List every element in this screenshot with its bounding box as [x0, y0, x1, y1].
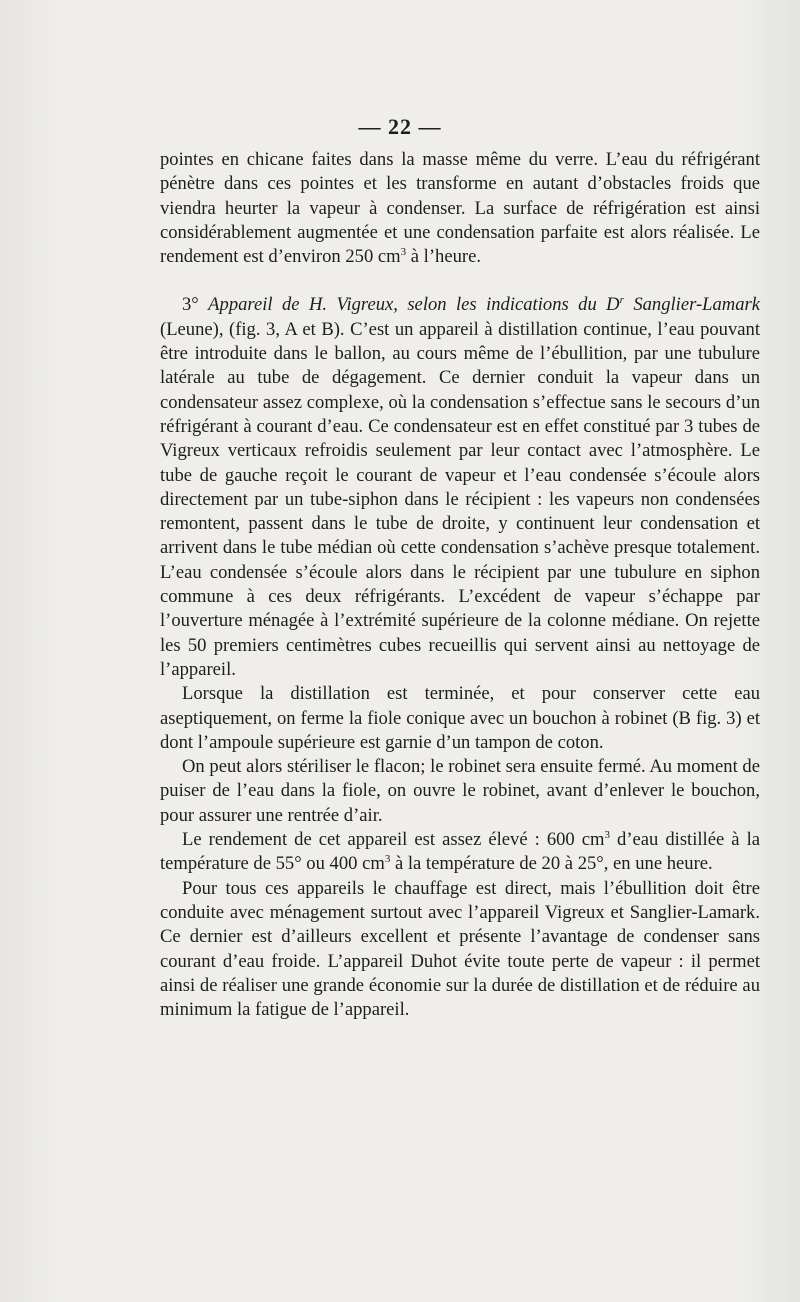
paragraph-1-text-a: pointes en chicane faites dans la masse même du verre. L’eau du réfrigérant pénètre dans ces pointes et les transforme en autant d’obstacles froids que viendra heurter la vapeur à condenser. La surface de réfrigération est ainsi considérablement augmentée et une condensation parfaite est alors réalisée. Le rendement est d’environ 250 cm — [160, 149, 760, 268]
paragraph-1-superscript: 3 — [400, 246, 407, 259]
paragraph-5-superscript-a: 3 — [604, 829, 610, 842]
paragraph-5-superscript-b: 3 — [384, 853, 391, 866]
page-number: — 22 — — [358, 114, 442, 139]
paragraph-2-lead: 3° — [182, 294, 209, 316]
paragraph-4: On peut alors stériliser le flacon; le robinet sera ensuite fermé. Au moment de puiser de l’eau dans la fiole, on ouvre le robinet, avant d’enlever le bouchon, pour assurer une rentrée d’air. — [160, 756, 760, 826]
paragraph-5-text-c: à la température de 20 à 25°, en une heure. — [390, 853, 713, 875]
paragraph-5-text-a: Le rendement de cet appareil est assez élevé : 600 cm — [182, 829, 605, 851]
paragraph-2-text: (Leune), (fig. 3, A et B). C’est un appareil à distillation continue, l’eau pouvant être introduite dans le ballon, au cours même de l’ébullition, par une tubulure latérale au tube de dégagement. Ce dernier conduit la vapeur dans un condensateur assez complexe, où la condensation s’effectue sans le secours d’un réfrigérant à courant d’eau. Ce condensateur est en effet constitué par 3 tubes de Vigreux verticaux refroidis seulement par leur contact avec l’atmosphère. Le tube de gauche reçoit le courant de vapeur et l’eau condensée s’écoule alors directement par un tube-siphon dans le récipient : les vapeurs non condensées remontent, passent dans le tube de droite, y continuent leur condensation et arrivent dans le tube médian où cette condensation s’achève presque totalement. L’eau condensée s’écoule alors dans le récipient par une tubulure en siphon commune à ces deux réfrigérants. L’excédent de vapeur s’échappe par l’ouverture ménagée à l’extrémité supérieure de la colonne médiane. On rejette les 50 premiers centimètres cubes recueillis qui servent ainsi au nettoyage de l’appareil. — [160, 318, 760, 680]
paragraph-1 — [160, 148, 760, 269]
paragraph-2-title-b: Sanglier-Lamark — [623, 294, 760, 316]
paragraph-1-text-b: à l’heure. — [406, 246, 481, 268]
paragraph-2-title-superscript: r — [619, 294, 624, 307]
paragraph-6: Pour tous ces appareils le chauffage est direct, mais l’ébullition doit être conduite avec ménagement surtout avec l’appareil Vigreux et Sanglier-Lamark. Ce dernier est d’ailleurs excellent et présente l’avantage de condenser sans courant d’eau froide. L’appareil Duhot évite toute perte de vapeur : il permet ainsi de réaliser une grande économie sur la durée de distillation et de réduire au minimum la fatigue de l’appareil. — [160, 877, 760, 1021]
paragraph-2-title — [208, 294, 760, 315]
paragraph-2-title-a: Appareil de H. Vigreux, selon les indications du D — [208, 294, 620, 316]
paragraph-5-text-b: d’eau distillée à la température de 55° ou 400 cm — [160, 829, 760, 875]
paragraph-3: Lorsque la distillation est terminée, et pour conserver cette eau aseptiquement, on ferme la fiole conique avec un bouchon à robinet (B fig. 3) et dont l’ampoule supérieure est garnie d’un tampon de coton. — [160, 683, 760, 753]
paragraph-5 — [160, 828, 760, 877]
paragraph-2 — [160, 293, 760, 682]
body-text — [160, 148, 760, 1022]
